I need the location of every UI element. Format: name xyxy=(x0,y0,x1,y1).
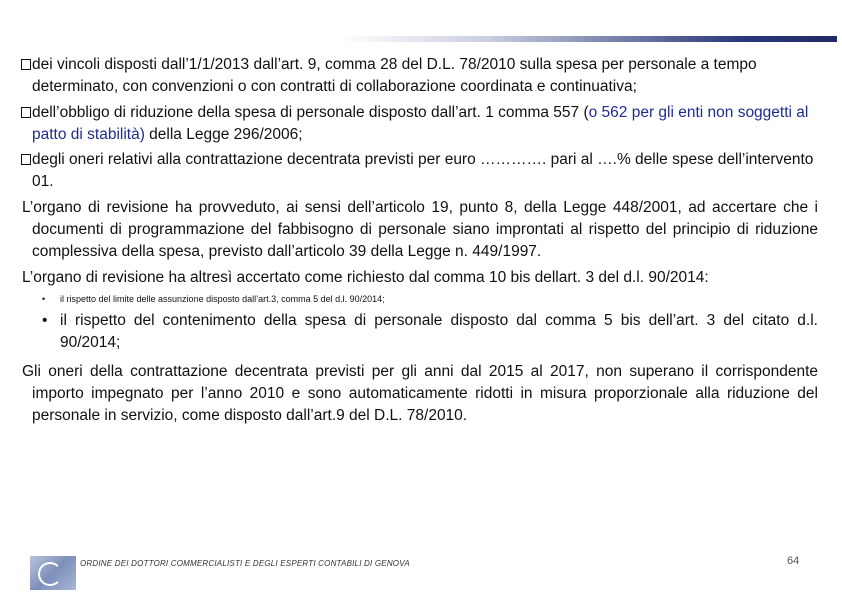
paragraph-provveduto: L’organo di revisione ha provveduto, ai sensi dell’articolo 19, punto 8, della Legge 448/2001, ad accertare che i documenti di programmazione del fabbisogno di personale siano improntati al rispetto del principio di riduzione complessiva della spesa, previsto dall’articolo 39 della Legge n. 449/1997. xyxy=(22,198,818,261)
bullet-text: il rispetto del limite delle assunzione disposto dall’art.3, comma 5 del d.l. 90/2014; xyxy=(60,293,385,304)
page-number: 64 xyxy=(787,555,800,567)
footer-org-name: ORDINE DEI DOTTORI COMMERCIALISTI E DEGLI ESPERTI CONTABILI DI GENOVA xyxy=(80,559,410,568)
checkbox-icon xyxy=(21,59,31,70)
bullet-item-assunzioni xyxy=(20,292,818,306)
paragraph-oneri-contrattazione: Gli oneri della contrattazione decentrata previsti per gli anni dal 2015 al 2017, non superano il corrispondente importo impegnato per l’anno 2010 e sono automaticamente ridotti in misura proporzionale alla riduzione del personale in servizio, come disposto dall’art.9 del D.L. 78/2010. xyxy=(22,362,818,425)
header-gradient-bar xyxy=(340,36,837,42)
bullet-text: il rispetto del contenimento della spesa di personale disposto dal comma 5 bis dell’art. 3 del citato d.l. 90/2014; xyxy=(60,311,818,352)
slide-content xyxy=(20,54,818,430)
checklist-item-text: dell’obbligo di riduzione della spesa di personale disposto dall’art. 1 comma 557 ( xyxy=(32,103,589,121)
checklist-item-oneri xyxy=(20,149,818,194)
paragraph-accertato: L’organo di revisione ha altresì accertato come richiesto dal comma 10 bis dellart. 3 del d.l. 90/2014: xyxy=(22,268,709,286)
checklist-item-text: degli oneri relativi alla contrattazione decentrata previsti per euro …………. pari al ….% delle spese dell’intervento 01. xyxy=(32,151,814,191)
checkbox-icon xyxy=(21,154,31,165)
bullet-item-contenimento xyxy=(20,310,818,355)
bullet-icon: • xyxy=(42,293,46,304)
checklist-item-vincoli xyxy=(20,54,818,99)
org-logo xyxy=(30,556,76,590)
highlighted-text: o 562 per gli enti non soggetti al patto di stabilità) xyxy=(32,103,809,143)
checklist-item-obbligo xyxy=(20,102,818,147)
checklist-item-text: dei vincoli disposti dall’1/1/2013 dall’art. 9, comma 28 del D.L. 78/2010 sulla spesa per personale a tempo determinato, con convenzioni o con contratti di collaborazione coordinata e continuativa; xyxy=(32,56,757,96)
logo-swirl-icon xyxy=(38,562,62,586)
checkbox-icon xyxy=(21,107,31,118)
checklist-item-text-end: della Legge 296/2006; xyxy=(144,125,303,143)
bullet-icon: • xyxy=(42,311,48,329)
